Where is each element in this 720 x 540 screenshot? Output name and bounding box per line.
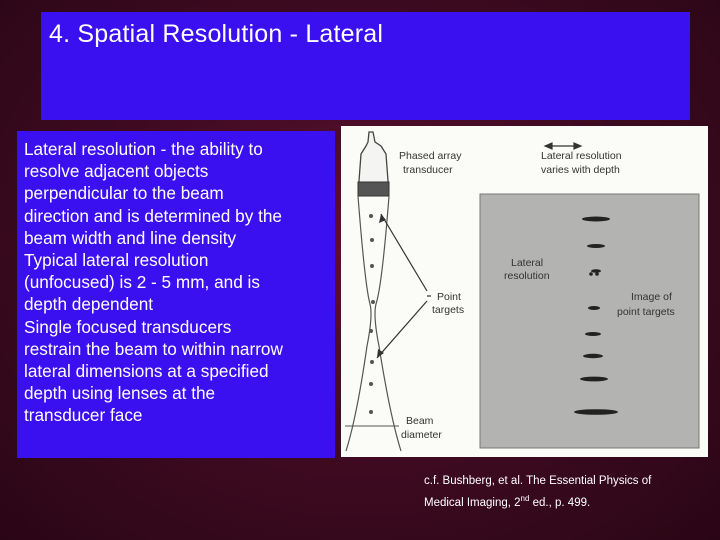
- citation-edition-suffix: nd: [520, 494, 530, 503]
- body-line: transducer face: [24, 405, 143, 426]
- lateral-resolution-figure: [341, 126, 708, 457]
- citation-line-2: [424, 490, 651, 512]
- body-text: [24, 138, 334, 427]
- label-phased-array: Phased array: [399, 150, 462, 162]
- label-targets: targets: [432, 304, 465, 316]
- body-line: depth dependent: [24, 294, 154, 315]
- label-beam: Beam: [406, 415, 434, 427]
- body-line: (unfocused) is 2 - 5 mm, and is: [24, 272, 260, 293]
- body-line: Lateral resolution - the ability to: [24, 139, 263, 159]
- label-point: Point: [437, 291, 461, 303]
- label-resolution: resolution: [504, 270, 550, 282]
- body-line: restrain the beam to within narrow: [24, 338, 283, 359]
- varies-double-arrow: [545, 143, 581, 149]
- figure-svg: [341, 126, 708, 457]
- citation-line-2-end: ed., p. 499.: [529, 496, 591, 509]
- label-varies-with-depth: varies with depth: [541, 164, 620, 176]
- body-line: beam width and line density: [24, 227, 237, 248]
- body-line: depth using lenses at the: [24, 383, 216, 404]
- citation-line-1: c.f. Bushberg, et al. The Essential Physics of: [424, 475, 652, 487]
- body-line: perpendicular to the beam: [24, 183, 224, 204]
- label-image-of: Image of: [631, 291, 672, 303]
- beam-point-targets: [369, 214, 375, 414]
- body-line: Typical lateral resolution: [24, 250, 209, 271]
- label-lateral: Lateral: [511, 257, 544, 269]
- citation-line-2-start: Medical Imaging, 2: [424, 496, 521, 509]
- body-line: lateral dimensions at a specified: [24, 361, 269, 382]
- body-line: Single focused transducers: [24, 316, 232, 337]
- transducer-lens: [358, 182, 389, 196]
- body-line: direction and is determined by the: [24, 205, 282, 226]
- label-transducer: transducer: [403, 164, 453, 176]
- body-line: resolve adjacent objects: [24, 161, 209, 182]
- slide-title: 4. Spatial Resolution - Lateral: [49, 20, 384, 48]
- label-diameter: diameter: [401, 429, 442, 441]
- label-point-targets: point targets: [617, 306, 675, 318]
- citation: [424, 473, 651, 512]
- transducer-icon: [359, 132, 388, 190]
- label-lateral-resolution: Lateral resolution: [541, 150, 622, 162]
